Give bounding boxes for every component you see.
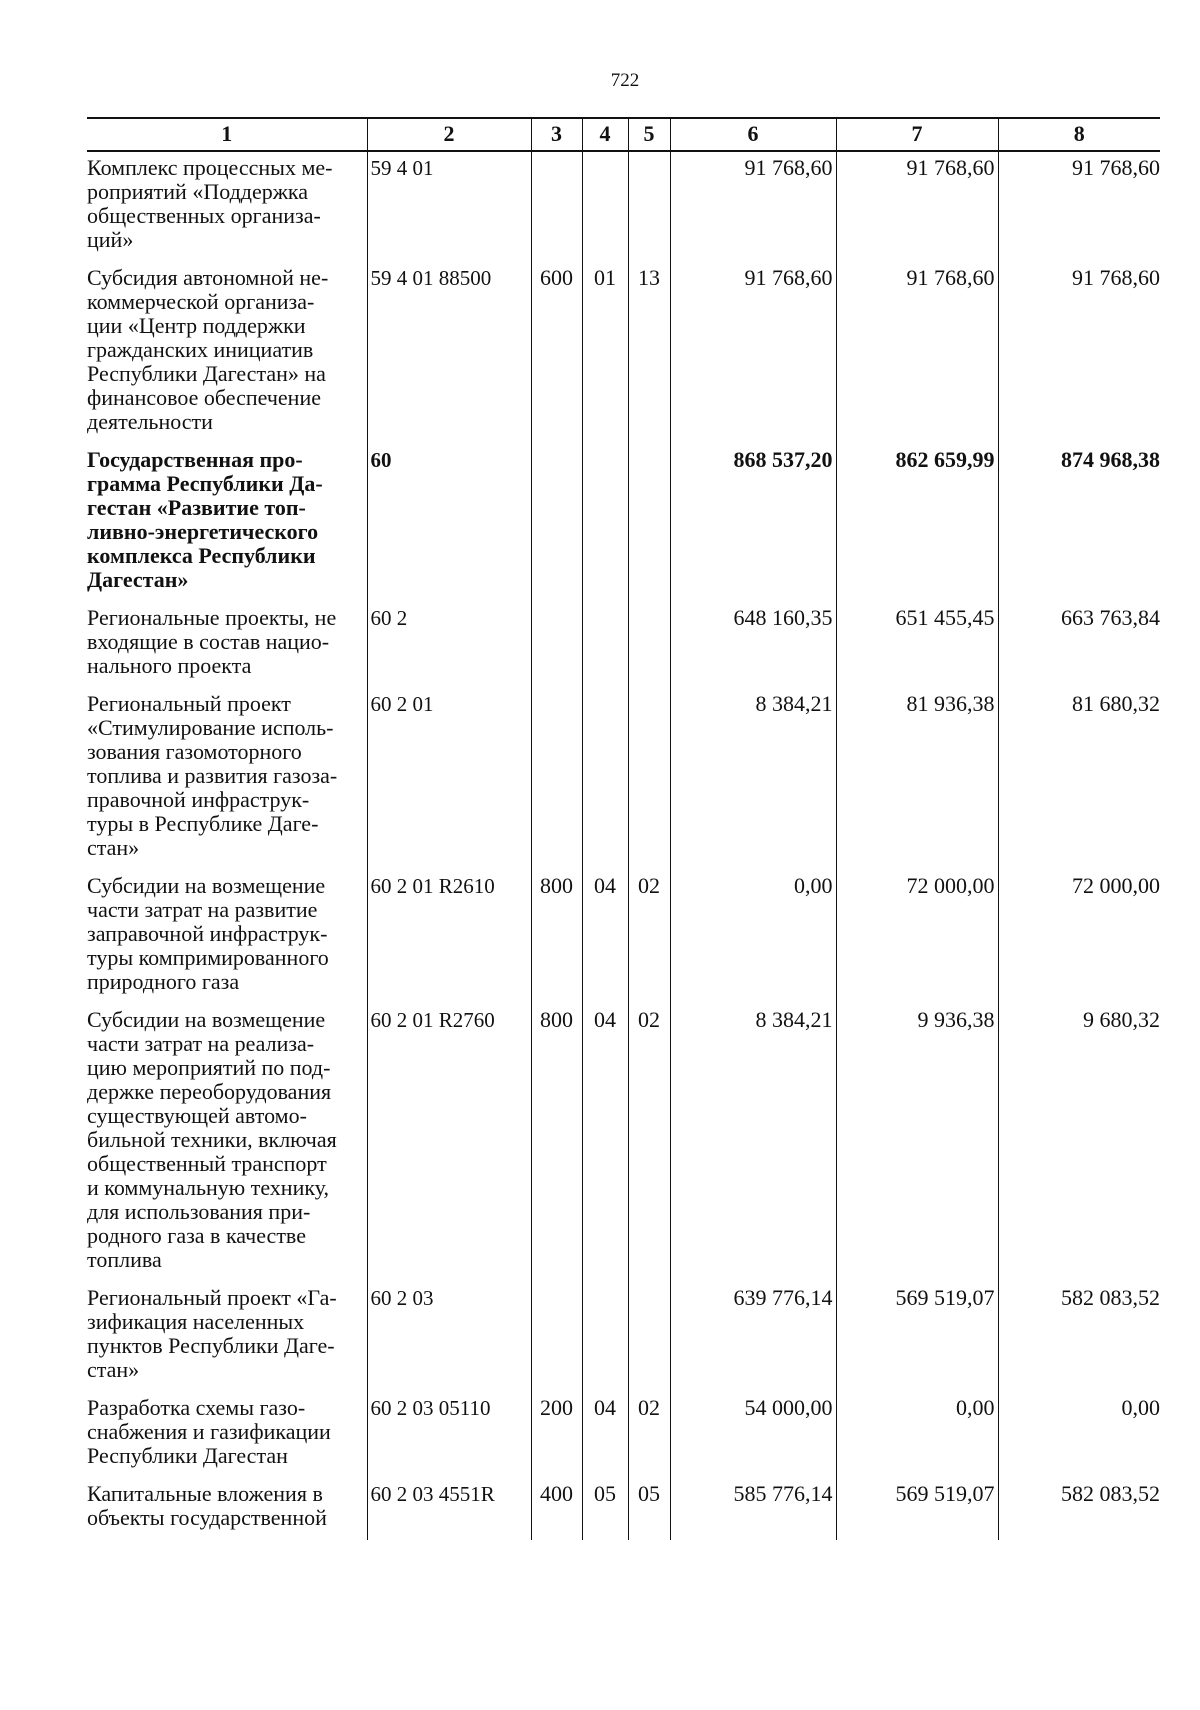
target-code-cell: 60 2 01 R2760 bbox=[367, 1004, 531, 1282]
section-cell bbox=[582, 151, 628, 262]
subsection-cell: 02 bbox=[628, 1004, 670, 1282]
expense-type-cell: 400 bbox=[531, 1478, 582, 1540]
section-cell bbox=[582, 444, 628, 602]
table-row bbox=[87, 1004, 1160, 1282]
amount-year-2-cell: 0,00 bbox=[836, 1392, 998, 1478]
amount-year-1-cell: 54 000,00 bbox=[670, 1392, 836, 1478]
table-row bbox=[87, 688, 1160, 870]
subsection-cell: 13 bbox=[628, 262, 670, 444]
amount-year-3-cell: 72 000,00 bbox=[998, 870, 1160, 1004]
target-code-cell: 59 4 01 bbox=[367, 151, 531, 262]
target-code-cell: 60 2 03 4551R bbox=[367, 1478, 531, 1540]
item-name-cell: Государственная про- грамма Республики Да- гестан «Развитие топ- ливно-энергетического комплекса Республики Дагестан» bbox=[87, 444, 367, 602]
amount-year-1-cell: 8 384,21 bbox=[670, 688, 836, 870]
amount-year-2-cell: 91 768,60 bbox=[836, 151, 998, 262]
col-header-8: 8 bbox=[998, 118, 1160, 151]
section-cell: 04 bbox=[582, 1392, 628, 1478]
item-name-cell: Субсидии на возмещение части затрат на реализа- цию мероприятий по под- держке переоборудования существующей автомо- бильной техники, включая общественный транспорт и коммунальную технику, для использования при- родного газа в качестве топлива bbox=[87, 1004, 367, 1282]
amount-year-2-cell: 651 455,45 bbox=[836, 602, 998, 688]
section-cell bbox=[582, 688, 628, 870]
expense-type-cell bbox=[531, 1282, 582, 1392]
subsection-cell: 05 bbox=[628, 1478, 670, 1540]
amount-year-1-cell: 639 776,14 bbox=[670, 1282, 836, 1392]
amount-year-1-cell: 91 768,60 bbox=[670, 151, 836, 262]
expense-type-cell: 800 bbox=[531, 1004, 582, 1282]
expense-type-cell bbox=[531, 688, 582, 870]
table-row bbox=[87, 1478, 1160, 1540]
table-row bbox=[87, 262, 1160, 444]
target-code-cell: 59 4 01 88500 bbox=[367, 262, 531, 444]
amount-year-3-cell: 874 968,38 bbox=[998, 444, 1160, 602]
amount-year-3-cell: 91 768,60 bbox=[998, 262, 1160, 444]
amount-year-3-cell: 0,00 bbox=[998, 1392, 1160, 1478]
expense-type-cell: 800 bbox=[531, 870, 582, 1004]
target-code-cell: 60 2 bbox=[367, 602, 531, 688]
item-name-cell: Региональные проекты, не входящие в состав нацио- нального проекта bbox=[87, 602, 367, 688]
col-header-6: 6 bbox=[670, 118, 836, 151]
table-row bbox=[87, 870, 1160, 1004]
amount-year-3-cell: 663 763,84 bbox=[998, 602, 1160, 688]
amount-year-1-cell: 648 160,35 bbox=[670, 602, 836, 688]
section-cell: 04 bbox=[582, 1004, 628, 1282]
item-name-cell: Субсидии на возмещение части затрат на развитие заправочной инфраструк- туры компримированного природного газа bbox=[87, 870, 367, 1004]
amount-year-2-cell: 72 000,00 bbox=[836, 870, 998, 1004]
expense-type-cell bbox=[531, 151, 582, 262]
col-header-1: 1 bbox=[87, 118, 367, 151]
col-header-7: 7 bbox=[836, 118, 998, 151]
subsection-cell bbox=[628, 151, 670, 262]
target-code-cell: 60 2 03 05110 bbox=[367, 1392, 531, 1478]
amount-year-3-cell: 91 768,60 bbox=[998, 151, 1160, 262]
table-row bbox=[87, 1282, 1160, 1392]
target-code-cell: 60 bbox=[367, 444, 531, 602]
table-row bbox=[87, 602, 1160, 688]
amount-year-3-cell: 582 083,52 bbox=[998, 1478, 1160, 1540]
section-cell: 04 bbox=[582, 870, 628, 1004]
table-row bbox=[87, 444, 1160, 602]
amount-year-2-cell: 569 519,07 bbox=[836, 1282, 998, 1392]
section-cell bbox=[582, 602, 628, 688]
amount-year-2-cell: 81 936,38 bbox=[836, 688, 998, 870]
expense-type-cell bbox=[531, 602, 582, 688]
subsection-cell: 02 bbox=[628, 1392, 670, 1478]
table-row bbox=[87, 1392, 1160, 1478]
expense-type-cell bbox=[531, 444, 582, 602]
col-header-2: 2 bbox=[367, 118, 531, 151]
budget-table bbox=[87, 117, 1160, 1540]
amount-year-2-cell: 9 936,38 bbox=[836, 1004, 998, 1282]
amount-year-3-cell: 9 680,32 bbox=[998, 1004, 1160, 1282]
amount-year-3-cell: 582 083,52 bbox=[998, 1282, 1160, 1392]
amount-year-1-cell: 8 384,21 bbox=[670, 1004, 836, 1282]
subsection-cell: 02 bbox=[628, 870, 670, 1004]
expense-type-cell: 200 bbox=[531, 1392, 582, 1478]
amount-year-1-cell: 868 537,20 bbox=[670, 444, 836, 602]
col-header-5: 5 bbox=[628, 118, 670, 151]
subsection-cell bbox=[628, 602, 670, 688]
amount-year-3-cell: 81 680,32 bbox=[998, 688, 1160, 870]
col-header-4: 4 bbox=[582, 118, 628, 151]
subsection-cell bbox=[628, 444, 670, 602]
subsection-cell bbox=[628, 1282, 670, 1392]
item-name-cell: Региональный проект «Стимулирование исполь- зования газомоторного топлива и развития газоза- правочной инфраструк- туры в Республике Даге- стан» bbox=[87, 688, 367, 870]
item-name-cell: Капитальные вложения в объекты государственной bbox=[87, 1478, 367, 1540]
amount-year-2-cell: 569 519,07 bbox=[836, 1478, 998, 1540]
amount-year-1-cell: 585 776,14 bbox=[670, 1478, 836, 1540]
col-header-3: 3 bbox=[531, 118, 582, 151]
page-number: 722 bbox=[610, 70, 640, 91]
header-row bbox=[87, 118, 1160, 151]
amount-year-1-cell: 0,00 bbox=[670, 870, 836, 1004]
section-cell: 01 bbox=[582, 262, 628, 444]
subsection-cell bbox=[628, 688, 670, 870]
amount-year-2-cell: 91 768,60 bbox=[836, 262, 998, 444]
item-name-cell: Субсидия автономной не- коммерческой организа- ции «Центр поддержки гражданских инициатив Республики Дагестан» на финансовое обеспечение деятельности bbox=[87, 262, 367, 444]
table-row bbox=[87, 151, 1160, 262]
item-name-cell: Разработка схемы газо- снабжения и газификации Республики Дагестан bbox=[87, 1392, 367, 1478]
target-code-cell: 60 2 03 bbox=[367, 1282, 531, 1392]
item-name-cell: Региональный проект «Га- зификация населенных пунктов Республики Даге- стан» bbox=[87, 1282, 367, 1392]
section-cell: 05 bbox=[582, 1478, 628, 1540]
amount-year-2-cell: 862 659,99 bbox=[836, 444, 998, 602]
table-body bbox=[87, 151, 1160, 1540]
section-cell bbox=[582, 1282, 628, 1392]
target-code-cell: 60 2 01 R2610 bbox=[367, 870, 531, 1004]
target-code-cell: 60 2 01 bbox=[367, 688, 531, 870]
amount-year-1-cell: 91 768,60 bbox=[670, 262, 836, 444]
item-name-cell: Комплекс процессных ме- роприятий «Поддержка общественных организа- ций» bbox=[87, 151, 367, 262]
expense-type-cell: 600 bbox=[531, 262, 582, 444]
